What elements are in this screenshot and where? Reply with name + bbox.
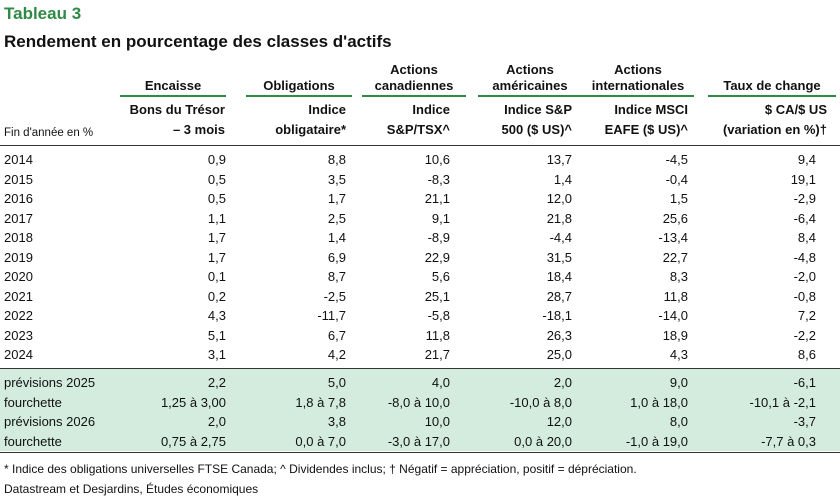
table-cell: 1,8 à 7,8 (295, 394, 346, 410)
row-label: 2014 (4, 152, 33, 167)
forecast-divider (0, 368, 840, 369)
row-label: fourchette (4, 433, 62, 449)
table-cell: -11,7 (317, 308, 346, 323)
table-cell: 21,1 (424, 191, 450, 206)
header-underline (708, 95, 836, 97)
row-label: prévisions 2025 (4, 375, 96, 390)
table-cell: 4,3 (669, 347, 688, 362)
table-cell: -2,2 (793, 327, 816, 343)
table-cell: 6,7 (327, 327, 346, 343)
table-subtitle: Rendement en pourcentage des classes d'actifs (4, 32, 392, 51)
table-row (0, 432, 828, 452)
table-cell: 3,1 (207, 347, 226, 362)
bottom-divider (0, 452, 840, 453)
table-cell: 18,4 (546, 269, 572, 284)
col-header-taux-de-change: Taux de change (723, 78, 821, 93)
table-cell: 3,5 (327, 171, 346, 187)
table-cell: 4,2 (327, 347, 346, 362)
table-cell: 1,4 (327, 230, 346, 245)
col-header-actions-canadiennes: Actions canadiennes (374, 62, 454, 93)
table-cell: 21,8 (546, 210, 572, 226)
table-cell: 9,1 (431, 210, 450, 226)
table-cell: 1,0 à 18,0 (630, 394, 688, 410)
table-row (0, 306, 828, 326)
subheader-actions-internationales: Indice MSCI EAFE ($ US)^ (604, 102, 688, 137)
table-cell: -2,9 (793, 191, 816, 206)
row-label: 2024 (4, 347, 33, 362)
table-cell: 8,6 (797, 347, 816, 362)
table-cell: 0,1 (207, 269, 226, 284)
table-cell: 21,7 (424, 347, 450, 362)
forecast-table (0, 373, 828, 451)
table-cell: 7,2 (797, 308, 816, 323)
table-row (0, 345, 828, 365)
table-cell: 25,6 (662, 210, 688, 226)
table-row (0, 209, 828, 229)
table-cell: -13,4 (658, 230, 688, 245)
table-cell: 26,3 (546, 327, 572, 343)
table-cell: -1,0 à 19,0 (625, 433, 688, 449)
table-row (0, 150, 828, 170)
table-cell: 8,7 (327, 269, 346, 284)
table-cell: 1,5 (669, 191, 688, 206)
row-label: 2017 (4, 210, 33, 226)
col-header-obligations: Obligations (263, 78, 335, 93)
table-cell: 25,1 (424, 288, 450, 304)
table-cell: 0,5 (207, 191, 226, 206)
table-cell: -7,7 à 0,3 (761, 433, 816, 449)
table-cell: -8,0 à 10,0 (387, 394, 450, 410)
table-cell: 11,8 (663, 288, 688, 304)
source-note: Datastream et Desjardins, Études économiques (4, 482, 259, 496)
table-cell: 9,4 (797, 152, 816, 167)
table-cell: -4,5 (665, 152, 688, 167)
table-cell: 5,6 (431, 269, 450, 284)
header-underline (478, 95, 582, 97)
table-cell: 25,0 (546, 347, 572, 362)
table-cell: 1,7 (327, 191, 346, 206)
table-cell: 0,75 à 2,75 (160, 433, 226, 449)
table-cell: 4,3 (207, 308, 226, 323)
table-cell: 1,4 (553, 171, 572, 187)
table-row (0, 189, 828, 209)
table-cell: 31,5 (546, 249, 572, 265)
row-label: 2019 (4, 249, 33, 265)
table-cell: 0,5 (207, 171, 226, 187)
table-cell: 0,0 à 7,0 (295, 433, 346, 449)
table-cell: 1,25 à 3,00 (160, 394, 226, 410)
header-divider (0, 145, 840, 146)
footnote: * Indice des obligations universelles FTSE Canada; ^ Dividendes inclus; † Négatif = appréciation, positif = dépréciation. (4, 462, 637, 476)
table-cell: -6,1 (793, 375, 816, 390)
row-label: prévisions 2026 (4, 414, 96, 429)
table-cell: 0,2 (207, 288, 226, 304)
table-cell: 1,7 (207, 230, 226, 245)
row-label: 2021 (4, 288, 33, 304)
table-row (0, 287, 828, 307)
row-label: fourchette (4, 394, 62, 410)
table-cell: 2,0 (207, 414, 226, 429)
row-label: 2018 (4, 230, 33, 245)
table-cell: 0,9 (207, 152, 226, 167)
table-cell: 12,0 (546, 414, 572, 429)
subheader-obligations: Indice obligataire* (275, 102, 346, 137)
table-cell: -10,0 à 8,0 (509, 394, 572, 410)
table-cell: 12,0 (546, 191, 572, 206)
table-cell: -14,0 (658, 308, 688, 323)
row-label: 2016 (4, 191, 33, 206)
header-underline (246, 95, 352, 97)
table-cell: -10,1 à -2,1 (749, 394, 816, 410)
row-label: 2015 (4, 171, 33, 187)
table-cell: 13,7 (546, 152, 572, 167)
subheader-actions-canadiennes: Indice S&P/TSX^ (386, 102, 450, 137)
table-title: Tableau 3 (4, 4, 82, 23)
table-cell: -4,8 (793, 249, 816, 265)
row-label: 2023 (4, 327, 33, 343)
table-cell: 10,6 (424, 152, 450, 167)
table-row (0, 228, 828, 248)
table-cell: 10,0 (424, 414, 450, 429)
row-label: 2022 (4, 308, 33, 323)
header-underline (362, 95, 466, 97)
header-underline (120, 95, 226, 97)
table-row (0, 248, 828, 268)
table-row (0, 267, 828, 287)
subheader-actions-americaines: Indice S&P 500 ($ US)^ (501, 102, 572, 137)
table-cell: 0,0 à 20,0 (514, 433, 572, 449)
table-cell: 2,5 (327, 210, 346, 226)
row-label: 2020 (4, 269, 33, 284)
subheader-taux-de-change: $ CA/$ US (variation en %)† (722, 102, 827, 137)
table-cell: -4,4 (549, 230, 572, 245)
table-cell: 4,0 (431, 375, 450, 390)
table-cell: -6,4 (793, 210, 816, 226)
table-cell: -18,1 (542, 308, 572, 323)
table-cell: 1,1 (207, 210, 226, 226)
table-cell: 8,0 (669, 414, 688, 429)
table-cell: -3,7 (793, 414, 816, 429)
table-cell: 18,9 (662, 327, 688, 343)
table-cell: -0,4 (665, 171, 688, 187)
subheader-encaisse: Bons du Trésor – 3 mois (129, 102, 225, 137)
table-cell: 22,7 (662, 249, 688, 265)
table-cell: 2,0 (553, 375, 572, 390)
row-label-header: Fin d'année en % (4, 127, 94, 139)
table-row (0, 393, 828, 413)
table-row (0, 170, 828, 190)
returns-table (0, 150, 828, 365)
table-cell: -8,3 (427, 171, 450, 187)
table-cell: 3,8 (327, 414, 346, 429)
table-cell: 8,8 (327, 152, 346, 167)
table-cell: -5,8 (427, 308, 450, 323)
table-cell: -2,5 (323, 288, 346, 304)
table-cell: 11,8 (425, 327, 450, 343)
col-header-encaisse: Encaisse (144, 78, 202, 93)
table-cell: 22,9 (424, 249, 450, 265)
col-header-actions-internationales: Actions internationales (591, 62, 685, 93)
table-cell: 5,1 (207, 327, 226, 343)
col-header-actions-americaines: Actions américaines (492, 62, 568, 93)
table-row (0, 373, 828, 393)
table-cell: -8,9 (427, 230, 450, 245)
table-cell: 1,7 (207, 249, 226, 265)
table-cell: 9,0 (669, 375, 688, 390)
table-cell: 2,2 (207, 375, 226, 390)
table-cell: 8,3 (669, 269, 688, 284)
table-row (0, 412, 828, 432)
table-cell: 6,9 (327, 249, 346, 265)
table-cell: -2,0 (793, 269, 816, 284)
table-cell: 8,4 (797, 230, 816, 245)
table-cell: -0,8 (793, 288, 816, 304)
table-cell: 5,0 (327, 375, 346, 390)
table-row (0, 326, 828, 346)
table-cell: 19,1 (790, 171, 816, 187)
table-cell: 28,7 (546, 288, 572, 304)
header-underline (582, 95, 694, 97)
table-cell: -3,0 à 17,0 (387, 433, 450, 449)
